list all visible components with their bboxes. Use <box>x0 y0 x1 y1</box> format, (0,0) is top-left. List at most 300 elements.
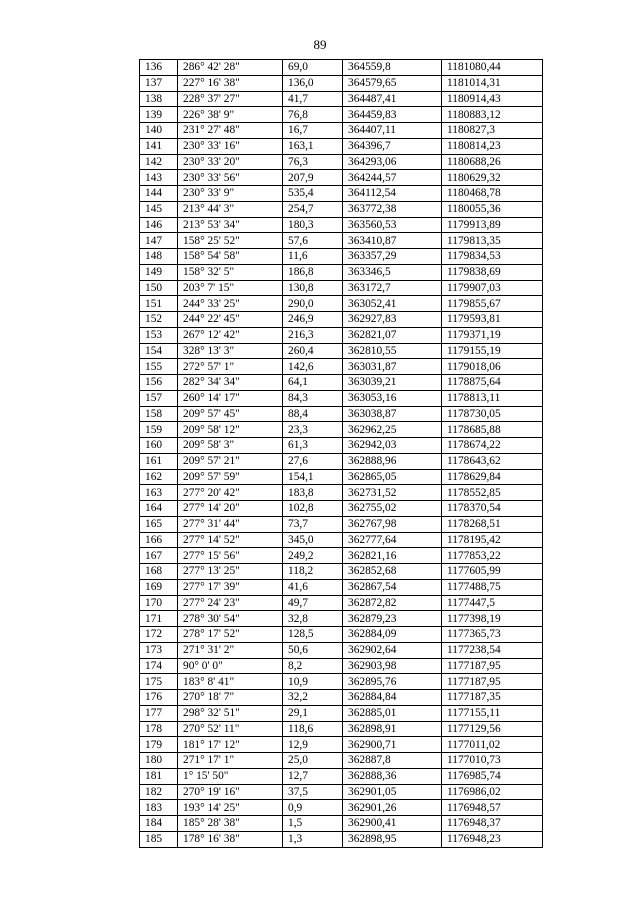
distance-cell: 1,5 <box>283 816 343 832</box>
x-coordinate-cell: 362898,91 <box>343 721 442 737</box>
direction-angle-cell: 230° 33' 16" <box>178 138 283 154</box>
y-coordinate-cell: 1179813,35 <box>442 233 543 249</box>
table-row <box>140 721 543 737</box>
table-row <box>140 91 543 107</box>
point-number-cell: 171 <box>140 611 178 627</box>
table-row <box>140 453 543 469</box>
direction-angle-cell: 282° 34' 34" <box>178 375 283 391</box>
x-coordinate-cell: 363053,16 <box>343 390 442 406</box>
table-row <box>140 390 543 406</box>
x-coordinate-cell: 363772,38 <box>343 201 442 217</box>
direction-angle-cell: 193° 14' 25" <box>178 800 283 816</box>
direction-angle-cell: 277° 14' 20" <box>178 501 283 517</box>
table-row <box>140 201 543 217</box>
x-coordinate-cell: 362885,01 <box>343 705 442 721</box>
coordinates-table <box>139 59 543 848</box>
point-number-cell: 166 <box>140 532 178 548</box>
distance-cell: 49,7 <box>283 595 343 611</box>
distance-cell: 216,3 <box>283 327 343 343</box>
x-coordinate-cell: 362810,55 <box>343 343 442 359</box>
table-row <box>140 642 543 658</box>
distance-cell: 102,8 <box>283 501 343 517</box>
direction-angle-cell: 158° 54' 58" <box>178 249 283 265</box>
direction-angle-cell: 209° 58' 12" <box>178 422 283 438</box>
direction-angle-cell: 183° 8' 41" <box>178 674 283 690</box>
direction-angle-cell: 209° 57' 21" <box>178 453 283 469</box>
direction-angle-cell: 213° 53' 34" <box>178 217 283 233</box>
table-row <box>140 501 543 517</box>
table-row <box>140 753 543 769</box>
distance-cell: 76,8 <box>283 107 343 123</box>
direction-angle-cell: 270° 18' 7" <box>178 690 283 706</box>
table-row <box>140 186 543 202</box>
distance-cell: 50,6 <box>283 642 343 658</box>
y-coordinate-cell: 1177447,5 <box>442 595 543 611</box>
point-number-cell: 148 <box>140 249 178 265</box>
direction-angle-cell: 228° 37' 27" <box>178 91 283 107</box>
y-coordinate-cell: 1178643,62 <box>442 453 543 469</box>
distance-cell: 12,9 <box>283 737 343 753</box>
direction-angle-cell: 260° 14' 17" <box>178 390 283 406</box>
point-number-cell: 182 <box>140 784 178 800</box>
y-coordinate-cell: 1180827,3 <box>442 123 543 139</box>
distance-cell: 32,2 <box>283 690 343 706</box>
distance-cell: 69,0 <box>283 60 343 76</box>
distance-cell: 84,3 <box>283 390 343 406</box>
x-coordinate-cell: 364407,11 <box>343 123 442 139</box>
y-coordinate-cell: 1178268,51 <box>442 516 543 532</box>
distance-cell: 130,8 <box>283 280 343 296</box>
table-row <box>140 123 543 139</box>
point-number-cell: 144 <box>140 186 178 202</box>
point-number-cell: 175 <box>140 674 178 690</box>
x-coordinate-cell: 362927,83 <box>343 312 442 328</box>
table-row <box>140 768 543 784</box>
point-number-cell: 167 <box>140 548 178 564</box>
y-coordinate-cell: 1176986,02 <box>442 784 543 800</box>
distance-cell: 183,8 <box>283 485 343 501</box>
direction-angle-cell: 277° 20' 42" <box>178 485 283 501</box>
y-coordinate-cell: 1179018,06 <box>442 359 543 375</box>
y-coordinate-cell: 1178552,85 <box>442 485 543 501</box>
table-row <box>140 784 543 800</box>
x-coordinate-cell: 362942,03 <box>343 438 442 454</box>
y-coordinate-cell: 1179913,89 <box>442 217 543 233</box>
x-coordinate-cell: 363172,7 <box>343 280 442 296</box>
direction-angle-cell: 230° 33' 56" <box>178 170 283 186</box>
table-row <box>140 595 543 611</box>
table-row <box>140 690 543 706</box>
y-coordinate-cell: 1180814,23 <box>442 138 543 154</box>
y-coordinate-cell: 1180055,36 <box>442 201 543 217</box>
x-coordinate-cell: 362900,71 <box>343 737 442 753</box>
point-number-cell: 139 <box>140 107 178 123</box>
point-number-cell: 138 <box>140 91 178 107</box>
point-number-cell: 173 <box>140 642 178 658</box>
point-number-cell: 172 <box>140 627 178 643</box>
y-coordinate-cell: 1178685,88 <box>442 422 543 438</box>
distance-cell: 27,6 <box>283 453 343 469</box>
direction-angle-cell: 244° 22' 45" <box>178 312 283 328</box>
point-number-cell: 178 <box>140 721 178 737</box>
direction-angle-cell: 277° 13' 25" <box>178 564 283 580</box>
table-row <box>140 831 543 847</box>
point-number-cell: 145 <box>140 201 178 217</box>
x-coordinate-cell: 364112,54 <box>343 186 442 202</box>
y-coordinate-cell: 1177398,19 <box>442 611 543 627</box>
point-number-cell: 180 <box>140 753 178 769</box>
y-coordinate-cell: 1178195,42 <box>442 532 543 548</box>
table-row <box>140 438 543 454</box>
distance-cell: 16,7 <box>283 123 343 139</box>
table-row <box>140 737 543 753</box>
table-row <box>140 816 543 832</box>
point-number-cell: 154 <box>140 343 178 359</box>
y-coordinate-cell: 1178674,22 <box>442 438 543 454</box>
direction-angle-cell: 178° 16' 38" <box>178 831 283 847</box>
distance-cell: 25,0 <box>283 753 343 769</box>
x-coordinate-cell: 362777,64 <box>343 532 442 548</box>
direction-angle-cell: 277° 15' 56" <box>178 548 283 564</box>
point-number-cell: 153 <box>140 327 178 343</box>
y-coordinate-cell: 1180883,12 <box>442 107 543 123</box>
y-coordinate-cell: 1180629,32 <box>442 170 543 186</box>
direction-angle-cell: 277° 31' 44" <box>178 516 283 532</box>
table-row <box>140 107 543 123</box>
direction-angle-cell: 226° 38' 9" <box>178 107 283 123</box>
x-coordinate-cell: 362895,76 <box>343 674 442 690</box>
point-number-cell: 150 <box>140 280 178 296</box>
x-coordinate-cell: 363346,5 <box>343 264 442 280</box>
table-row <box>140 705 543 721</box>
x-coordinate-cell: 364579,65 <box>343 75 442 91</box>
direction-angle-cell: 244° 33' 25" <box>178 296 283 312</box>
point-number-cell: 170 <box>140 595 178 611</box>
point-number-cell: 181 <box>140 768 178 784</box>
distance-cell: 23,3 <box>283 422 343 438</box>
y-coordinate-cell: 1179155,19 <box>442 343 543 359</box>
distance-cell: 142,6 <box>283 359 343 375</box>
point-number-cell: 177 <box>140 705 178 721</box>
point-number-cell: 179 <box>140 737 178 753</box>
x-coordinate-cell: 362900,41 <box>343 816 442 832</box>
table-row <box>140 233 543 249</box>
x-coordinate-cell: 362901,05 <box>343 784 442 800</box>
y-coordinate-cell: 1180688,26 <box>442 154 543 170</box>
y-coordinate-cell: 1179838,69 <box>442 264 543 280</box>
distance-cell: 8,2 <box>283 658 343 674</box>
x-coordinate-cell: 364396,7 <box>343 138 442 154</box>
table-row <box>140 154 543 170</box>
table-row <box>140 485 543 501</box>
table-row <box>140 264 543 280</box>
distance-cell: 128,5 <box>283 627 343 643</box>
y-coordinate-cell: 1177488,75 <box>442 579 543 595</box>
distance-cell: 118,6 <box>283 721 343 737</box>
y-coordinate-cell: 1177853,22 <box>442 548 543 564</box>
point-number-cell: 152 <box>140 312 178 328</box>
direction-angle-cell: 277° 17' 39" <box>178 579 283 595</box>
distance-cell: 260,4 <box>283 343 343 359</box>
x-coordinate-cell: 363052,41 <box>343 296 442 312</box>
point-number-cell: 136 <box>140 60 178 76</box>
x-coordinate-cell: 363357,29 <box>343 249 442 265</box>
distance-cell: 136,0 <box>283 75 343 91</box>
table-row <box>140 138 543 154</box>
table-row <box>140 327 543 343</box>
point-number-cell: 163 <box>140 485 178 501</box>
table-row <box>140 312 543 328</box>
y-coordinate-cell: 1177010,73 <box>442 753 543 769</box>
y-coordinate-cell: 1179593,81 <box>442 312 543 328</box>
x-coordinate-cell: 362755,02 <box>343 501 442 517</box>
table-row <box>140 217 543 233</box>
distance-cell: 88,4 <box>283 406 343 422</box>
distance-cell: 246,9 <box>283 312 343 328</box>
x-coordinate-cell: 362731,52 <box>343 485 442 501</box>
x-coordinate-cell: 363560,53 <box>343 217 442 233</box>
y-coordinate-cell: 1177238,54 <box>442 642 543 658</box>
distance-cell: 163,1 <box>283 138 343 154</box>
y-coordinate-cell: 1177187,95 <box>442 658 543 674</box>
distance-cell: 290,0 <box>283 296 343 312</box>
table-row <box>140 579 543 595</box>
direction-angle-cell: 286° 42' 28" <box>178 60 283 76</box>
distance-cell: 0,9 <box>283 800 343 816</box>
y-coordinate-cell: 1177011,02 <box>442 737 543 753</box>
x-coordinate-cell: 363410,87 <box>343 233 442 249</box>
table-row <box>140 516 543 532</box>
table-row <box>140 548 543 564</box>
direction-angle-cell: 267° 12' 42" <box>178 327 283 343</box>
x-coordinate-cell: 362865,05 <box>343 469 442 485</box>
table-row <box>140 800 543 816</box>
distance-cell: 345,0 <box>283 532 343 548</box>
direction-angle-cell: 158° 32' 5" <box>178 264 283 280</box>
direction-angle-cell: 271° 17' 1" <box>178 753 283 769</box>
point-number-cell: 155 <box>140 359 178 375</box>
x-coordinate-cell: 362884,84 <box>343 690 442 706</box>
point-number-cell: 149 <box>140 264 178 280</box>
x-coordinate-cell: 364487,41 <box>343 91 442 107</box>
table-row <box>140 280 543 296</box>
y-coordinate-cell: 1181014,31 <box>442 75 543 91</box>
table-row <box>140 359 543 375</box>
point-number-cell: 176 <box>140 690 178 706</box>
distance-cell: 10,9 <box>283 674 343 690</box>
y-coordinate-cell: 1178730,05 <box>442 406 543 422</box>
distance-cell: 57,6 <box>283 233 343 249</box>
distance-cell: 154,1 <box>283 469 343 485</box>
direction-angle-cell: 203° 7' 15" <box>178 280 283 296</box>
point-number-cell: 140 <box>140 123 178 139</box>
direction-angle-cell: 231° 27' 48" <box>178 123 283 139</box>
point-number-cell: 157 <box>140 390 178 406</box>
direction-angle-cell: 209° 57' 59" <box>178 469 283 485</box>
point-number-cell: 164 <box>140 501 178 517</box>
y-coordinate-cell: 1177365,73 <box>442 627 543 643</box>
table-row <box>140 249 543 265</box>
x-coordinate-cell: 362898,95 <box>343 831 442 847</box>
point-number-cell: 159 <box>140 422 178 438</box>
distance-cell: 254,7 <box>283 201 343 217</box>
x-coordinate-cell: 362888,36 <box>343 768 442 784</box>
point-number-cell: 160 <box>140 438 178 454</box>
y-coordinate-cell: 1178629,84 <box>442 469 543 485</box>
y-coordinate-cell: 1179907,03 <box>442 280 543 296</box>
x-coordinate-cell: 364293,06 <box>343 154 442 170</box>
y-coordinate-cell: 1177155,11 <box>442 705 543 721</box>
point-number-cell: 158 <box>140 406 178 422</box>
point-number-cell: 169 <box>140 579 178 595</box>
table-row <box>140 296 543 312</box>
direction-angle-cell: 230° 33' 20" <box>178 154 283 170</box>
x-coordinate-cell: 362884,09 <box>343 627 442 643</box>
direction-angle-cell: 270° 52' 11" <box>178 721 283 737</box>
point-number-cell: 151 <box>140 296 178 312</box>
point-number-cell: 137 <box>140 75 178 91</box>
distance-cell: 207,9 <box>283 170 343 186</box>
y-coordinate-cell: 1180914,43 <box>442 91 543 107</box>
point-number-cell: 174 <box>140 658 178 674</box>
x-coordinate-cell: 362867,54 <box>343 579 442 595</box>
distance-cell: 118,2 <box>283 564 343 580</box>
direction-angle-cell: 209° 58' 3" <box>178 438 283 454</box>
x-coordinate-cell: 362887,8 <box>343 753 442 769</box>
x-coordinate-cell: 363038,87 <box>343 406 442 422</box>
distance-cell: 61,3 <box>283 438 343 454</box>
point-number-cell: 162 <box>140 469 178 485</box>
y-coordinate-cell: 1179371,19 <box>442 327 543 343</box>
distance-cell: 1,3 <box>283 831 343 847</box>
table-row <box>140 611 543 627</box>
table-row <box>140 75 543 91</box>
distance-cell: 64,1 <box>283 375 343 391</box>
x-coordinate-cell: 362767,98 <box>343 516 442 532</box>
table-row <box>140 60 543 76</box>
y-coordinate-cell: 1177187,35 <box>442 690 543 706</box>
direction-angle-cell: 181° 17' 12" <box>178 737 283 753</box>
table-row <box>140 375 543 391</box>
table-row <box>140 406 543 422</box>
direction-angle-cell: 209° 57' 45" <box>178 406 283 422</box>
direction-angle-cell: 227° 16' 38" <box>178 75 283 91</box>
distance-cell: 41,7 <box>283 91 343 107</box>
point-number-cell: 147 <box>140 233 178 249</box>
y-coordinate-cell: 1179855,67 <box>442 296 543 312</box>
distance-cell: 73,7 <box>283 516 343 532</box>
y-coordinate-cell: 1178813,11 <box>442 390 543 406</box>
point-number-cell: 184 <box>140 816 178 832</box>
distance-cell: 249,2 <box>283 548 343 564</box>
direction-angle-cell: 1° 15' 50" <box>178 768 283 784</box>
x-coordinate-cell: 362852,68 <box>343 564 442 580</box>
table-row <box>140 532 543 548</box>
table-row <box>140 674 543 690</box>
point-number-cell: 165 <box>140 516 178 532</box>
x-coordinate-cell: 362879,23 <box>343 611 442 627</box>
x-coordinate-cell: 362821,16 <box>343 548 442 564</box>
table-row <box>140 170 543 186</box>
distance-cell: 32,8 <box>283 611 343 627</box>
direction-angle-cell: 230° 33' 9" <box>178 186 283 202</box>
direction-angle-cell: 270° 19' 16" <box>178 784 283 800</box>
page-number: 89 <box>313 37 327 52</box>
direction-angle-cell: 298° 32' 51" <box>178 705 283 721</box>
table-row <box>140 469 543 485</box>
point-number-cell: 141 <box>140 138 178 154</box>
x-coordinate-cell: 362901,26 <box>343 800 442 816</box>
x-coordinate-cell: 364459,83 <box>343 107 442 123</box>
distance-cell: 180,3 <box>283 217 343 233</box>
y-coordinate-cell: 1180468,78 <box>442 186 543 202</box>
y-coordinate-cell: 1176948,23 <box>442 831 543 847</box>
y-coordinate-cell: 1177129,56 <box>442 721 543 737</box>
x-coordinate-cell: 362872,82 <box>343 595 442 611</box>
x-coordinate-cell: 363031,87 <box>343 359 442 375</box>
y-coordinate-cell: 1178370,54 <box>442 501 543 517</box>
point-number-cell: 142 <box>140 154 178 170</box>
distance-cell: 12,7 <box>283 768 343 784</box>
y-coordinate-cell: 1177605,99 <box>442 564 543 580</box>
point-number-cell: 185 <box>140 831 178 847</box>
y-coordinate-cell: 1177187,95 <box>442 674 543 690</box>
direction-angle-cell: 328° 13' 3" <box>178 343 283 359</box>
direction-angle-cell: 90° 0' 0" <box>178 658 283 674</box>
direction-angle-cell: 278° 17' 52" <box>178 627 283 643</box>
table-row <box>140 343 543 359</box>
point-number-cell: 161 <box>140 453 178 469</box>
table-row <box>140 658 543 674</box>
direction-angle-cell: 185° 28' 38" <box>178 816 283 832</box>
y-coordinate-cell: 1178875,64 <box>442 375 543 391</box>
direction-angle-cell: 158° 25' 52" <box>178 233 283 249</box>
table-row <box>140 422 543 438</box>
direction-angle-cell: 277° 24' 23" <box>178 595 283 611</box>
point-number-cell: 156 <box>140 375 178 391</box>
distance-cell: 41,6 <box>283 579 343 595</box>
direction-angle-cell: 278° 30' 54" <box>178 611 283 627</box>
point-number-cell: 146 <box>140 217 178 233</box>
distance-cell: 76,3 <box>283 154 343 170</box>
distance-cell: 535,4 <box>283 186 343 202</box>
x-coordinate-cell: 362962,25 <box>343 422 442 438</box>
distance-cell: 11,6 <box>283 249 343 265</box>
y-coordinate-cell: 1181080,44 <box>442 60 543 76</box>
table-row <box>140 627 543 643</box>
x-coordinate-cell: 362888,96 <box>343 453 442 469</box>
x-coordinate-cell: 364559,8 <box>343 60 442 76</box>
x-coordinate-cell: 364244,57 <box>343 170 442 186</box>
y-coordinate-cell: 1179834,53 <box>442 249 543 265</box>
x-coordinate-cell: 362821,07 <box>343 327 442 343</box>
direction-angle-cell: 272° 57' 1" <box>178 359 283 375</box>
coordinates-table-body <box>140 60 543 848</box>
point-number-cell: 183 <box>140 800 178 816</box>
x-coordinate-cell: 362903,98 <box>343 658 442 674</box>
table-row <box>140 564 543 580</box>
y-coordinate-cell: 1176948,37 <box>442 816 543 832</box>
distance-cell: 29,1 <box>283 705 343 721</box>
distance-cell: 37,5 <box>283 784 343 800</box>
x-coordinate-cell: 362902,64 <box>343 642 442 658</box>
y-coordinate-cell: 1176985,74 <box>442 768 543 784</box>
distance-cell: 186,8 <box>283 264 343 280</box>
direction-angle-cell: 277° 14' 52" <box>178 532 283 548</box>
direction-angle-cell: 213° 44' 3" <box>178 201 283 217</box>
y-coordinate-cell: 1176948,57 <box>442 800 543 816</box>
point-number-cell: 168 <box>140 564 178 580</box>
